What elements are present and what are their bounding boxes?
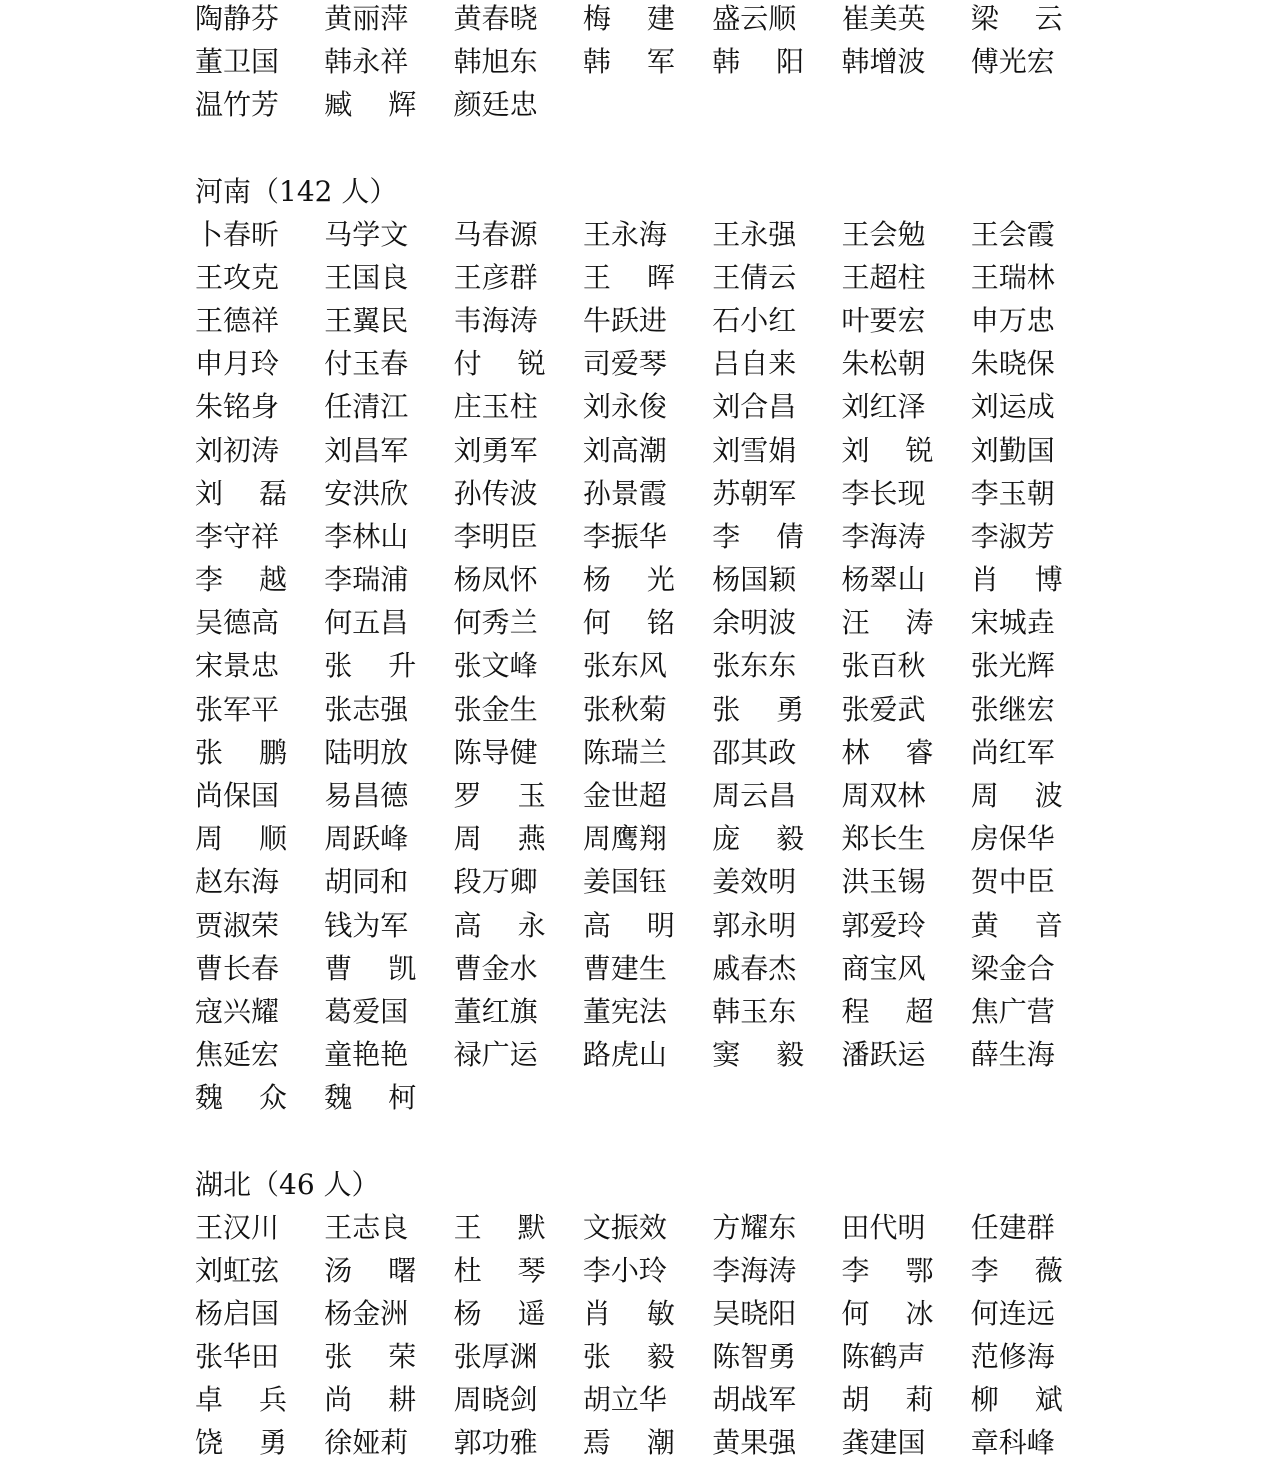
person-name: 张军平 xyxy=(195,692,280,726)
person-name: 申月玲 xyxy=(195,347,280,381)
person-name: 郭永明 xyxy=(712,908,797,942)
person-name: 李 倩 xyxy=(712,519,805,553)
person-name: 庞 毅 xyxy=(712,822,805,856)
person-name: 余明波 xyxy=(712,606,797,640)
person-name: 周 顺 xyxy=(195,822,287,856)
person-name: 陈导健 xyxy=(453,735,538,769)
person-name: 杨启国 xyxy=(195,1296,280,1330)
person-name: 刘虹弦 xyxy=(195,1253,280,1287)
person-name: 潘跃运 xyxy=(841,1038,926,1072)
person-name: 李小玲 xyxy=(582,1253,667,1287)
person-name: 王瑞林 xyxy=(970,260,1055,294)
person-name: 吴晓阳 xyxy=(712,1296,797,1330)
person-name: 郭爱玲 xyxy=(841,908,926,942)
person-name: 周云昌 xyxy=(712,779,797,812)
person-name: 王志良 xyxy=(324,1210,409,1244)
person-name: 朱晓保 xyxy=(970,347,1055,381)
person-name: 李明臣 xyxy=(453,519,538,553)
person-name: 张东风 xyxy=(582,649,667,683)
person-name: 黄果强 xyxy=(712,1426,797,1460)
person-name: 任建群 xyxy=(970,1210,1055,1244)
person-name: 孙传波 xyxy=(453,476,538,510)
person-name: 陶静芬 xyxy=(195,2,280,35)
person-name: 房保华 xyxy=(970,822,1055,856)
person-name: 张金生 xyxy=(453,692,538,726)
person-name: 李振华 xyxy=(582,519,667,553)
person-name: 焉 潮 xyxy=(582,1426,675,1460)
document-body xyxy=(195,0,1075,1465)
person-name: 胡立华 xyxy=(582,1383,667,1417)
person-name: 尚红军 xyxy=(970,735,1055,769)
person-name: 徐娅莉 xyxy=(324,1426,409,1460)
person-name: 郑长生 xyxy=(841,822,926,856)
person-name: 韩旭东 xyxy=(453,45,538,79)
person-name: 曹长春 xyxy=(195,951,280,985)
person-name: 付 锐 xyxy=(453,347,546,381)
person-name: 王永强 xyxy=(712,217,797,251)
person-name: 范修海 xyxy=(970,1340,1055,1374)
person-name: 安洪欣 xyxy=(324,476,409,510)
person-name: 刘合昌 xyxy=(712,390,797,424)
person-name: 刘初涛 xyxy=(195,433,280,467)
person-name: 易昌德 xyxy=(324,779,409,812)
person-name: 周 燕 xyxy=(453,822,546,856)
person-name: 卜春昕 xyxy=(195,217,280,251)
person-name: 付玉春 xyxy=(324,347,409,381)
person-name: 黄春晓 xyxy=(453,2,538,35)
section-heading: 湖北（46 人） xyxy=(195,1167,380,1201)
person-name: 王攻克 xyxy=(195,260,280,294)
person-name: 李玉朝 xyxy=(970,476,1055,510)
person-name: 张爱武 xyxy=(841,692,926,726)
person-name: 崔美英 xyxy=(841,2,926,35)
person-name: 王翼民 xyxy=(324,303,409,337)
person-name: 刘勇军 xyxy=(453,433,538,467)
person-name: 文振效 xyxy=(582,1210,667,1244)
person-name: 宋城垚 xyxy=(970,606,1055,640)
person-name: 肖 博 xyxy=(970,563,1063,597)
person-name: 刘勤国 xyxy=(970,433,1055,467)
person-name: 贺中臣 xyxy=(970,865,1055,899)
person-name: 陆明放 xyxy=(324,735,409,769)
person-name: 马春源 xyxy=(453,217,538,251)
person-name: 周 波 xyxy=(970,779,1063,812)
person-name: 葛爱国 xyxy=(324,994,409,1028)
person-name: 尚保国 xyxy=(195,779,280,812)
person-name: 胡同和 xyxy=(324,865,409,899)
person-name: 李林山 xyxy=(324,519,409,553)
person-name: 方耀东 xyxy=(712,1210,797,1244)
person-name: 吕自来 xyxy=(712,347,797,381)
person-name: 张 勇 xyxy=(712,692,805,726)
person-name: 陈瑞兰 xyxy=(582,735,667,769)
person-name: 李 鄂 xyxy=(841,1253,934,1287)
person-name: 张志强 xyxy=(324,692,409,726)
person-name: 焦延宏 xyxy=(195,1038,280,1072)
person-name: 董宪法 xyxy=(582,994,667,1028)
person-name: 魏 众 xyxy=(195,1081,287,1115)
person-name: 高 永 xyxy=(453,908,546,942)
person-name: 周晓剑 xyxy=(453,1383,538,1417)
person-name: 杜 琴 xyxy=(453,1253,546,1287)
person-name: 朱松朝 xyxy=(841,347,926,381)
person-name: 尚 耕 xyxy=(324,1383,417,1417)
person-name: 姜国钰 xyxy=(582,865,667,899)
person-name: 王彦群 xyxy=(453,260,538,294)
person-name: 盛云顺 xyxy=(712,2,797,35)
person-name: 梅 建 xyxy=(582,2,675,35)
person-name: 韩增波 xyxy=(841,45,926,79)
person-name: 柳 斌 xyxy=(970,1383,1063,1417)
person-name: 魏 柯 xyxy=(324,1081,417,1115)
person-name: 张 荣 xyxy=(324,1340,417,1374)
person-name: 刘高潮 xyxy=(582,433,667,467)
person-name: 戚春杰 xyxy=(712,951,797,985)
person-name: 王德祥 xyxy=(195,303,280,337)
person-name: 臧 辉 xyxy=(324,88,417,122)
person-name: 王超柱 xyxy=(841,260,926,294)
person-name: 路虎山 xyxy=(582,1038,667,1072)
person-name: 商宝风 xyxy=(841,951,926,985)
person-name: 王会霞 xyxy=(970,217,1055,251)
person-name: 何秀兰 xyxy=(453,606,538,640)
name-grid xyxy=(195,0,1075,127)
name-list-section xyxy=(195,1163,1075,1465)
person-name: 何 铭 xyxy=(582,606,675,640)
person-name: 罗 玉 xyxy=(453,779,546,812)
person-name: 张 升 xyxy=(324,649,417,683)
person-name: 何连远 xyxy=(970,1296,1055,1330)
person-name: 陈鹤声 xyxy=(841,1340,926,1374)
person-name: 汤 曙 xyxy=(324,1253,417,1287)
person-name: 韩永祥 xyxy=(324,45,409,79)
person-name: 高 明 xyxy=(582,908,675,942)
person-name: 颜廷忠 xyxy=(453,88,538,122)
person-name: 王 默 xyxy=(453,1210,546,1244)
person-name: 李长现 xyxy=(841,476,926,510)
person-name: 杨国颖 xyxy=(712,563,797,597)
person-name: 石小红 xyxy=(712,303,797,337)
person-name: 窦 毅 xyxy=(712,1038,805,1072)
person-name: 韩 阳 xyxy=(712,45,805,79)
person-name: 周鹰翔 xyxy=(582,822,667,856)
person-name: 申万忠 xyxy=(970,303,1055,337)
person-name: 杨翠山 xyxy=(841,563,926,597)
person-name: 杨凤怀 xyxy=(453,563,538,597)
person-name: 汪 涛 xyxy=(841,606,934,640)
person-name: 邵其政 xyxy=(712,735,797,769)
person-name: 张厚渊 xyxy=(453,1340,538,1374)
person-name: 王 晖 xyxy=(582,260,675,294)
person-name: 王倩云 xyxy=(712,260,797,294)
person-name: 韩玉东 xyxy=(712,994,797,1028)
person-name: 陈智勇 xyxy=(712,1340,797,1374)
person-name: 黄 音 xyxy=(970,908,1063,942)
name-list-section xyxy=(195,0,1075,127)
person-name: 刘红泽 xyxy=(841,390,926,424)
name-grid xyxy=(195,213,1075,1120)
person-name: 王国良 xyxy=(324,260,409,294)
person-name: 饶 勇 xyxy=(195,1426,287,1460)
person-name: 黄丽萍 xyxy=(324,2,409,35)
person-name: 张 毅 xyxy=(582,1340,675,1374)
person-name: 钱为军 xyxy=(324,908,409,942)
person-name: 苏朝军 xyxy=(712,476,797,510)
person-name: 宋景忠 xyxy=(195,649,280,683)
person-name: 金世超 xyxy=(582,779,667,812)
person-name: 李海涛 xyxy=(841,519,926,553)
person-name: 杨金洲 xyxy=(324,1296,409,1330)
person-name: 张 鹏 xyxy=(195,735,287,769)
person-name: 李 越 xyxy=(195,563,287,597)
person-name: 韩 军 xyxy=(582,45,675,79)
person-name: 章科峰 xyxy=(970,1426,1055,1460)
person-name: 焦广营 xyxy=(970,994,1055,1028)
person-name: 童艳艳 xyxy=(324,1038,409,1072)
person-name: 刘雪娟 xyxy=(712,433,797,467)
person-name: 梁金合 xyxy=(970,951,1055,985)
person-name: 韦海涛 xyxy=(453,303,538,337)
person-name: 龚建国 xyxy=(841,1426,926,1460)
person-name: 刘 锐 xyxy=(841,433,934,467)
person-name: 张东东 xyxy=(712,649,797,683)
person-name: 朱铭身 xyxy=(195,390,280,424)
person-name: 刘 磊 xyxy=(195,476,287,510)
person-name: 刘运成 xyxy=(970,390,1055,424)
person-name: 杨 光 xyxy=(582,563,675,597)
person-name: 马学文 xyxy=(324,217,409,251)
person-name: 周跃峰 xyxy=(324,822,409,856)
person-name: 王永海 xyxy=(582,217,667,251)
person-name: 张百秋 xyxy=(841,649,926,683)
person-name: 任清江 xyxy=(324,390,409,424)
person-name: 肖 敏 xyxy=(582,1296,675,1330)
person-name: 刘昌军 xyxy=(324,433,409,467)
person-name: 张光辉 xyxy=(970,649,1055,683)
person-name: 李瑞浦 xyxy=(324,563,409,597)
person-name: 董卫国 xyxy=(195,45,280,79)
person-name: 周双林 xyxy=(841,779,926,812)
person-name: 梁 云 xyxy=(970,2,1063,35)
person-name: 段万卿 xyxy=(453,865,538,899)
person-name: 曹建生 xyxy=(582,951,667,985)
section-heading: 河南（142 人） xyxy=(195,174,398,208)
person-name: 洪玉锡 xyxy=(841,865,926,899)
person-name: 贾淑荣 xyxy=(195,908,280,942)
person-name: 何 冰 xyxy=(841,1296,934,1330)
person-name: 孙景霞 xyxy=(582,476,667,510)
person-name: 程 超 xyxy=(841,994,934,1028)
person-name: 薛生海 xyxy=(970,1038,1055,1072)
person-name: 赵东海 xyxy=(195,865,280,899)
person-name: 郭功雅 xyxy=(453,1426,538,1460)
person-name: 李淑芳 xyxy=(970,519,1055,553)
person-name: 温竹芳 xyxy=(195,88,280,122)
person-name: 李海涛 xyxy=(712,1253,797,1287)
person-name: 牛跃进 xyxy=(582,303,667,337)
person-name: 寇兴耀 xyxy=(195,994,280,1028)
person-name: 林 睿 xyxy=(841,735,934,769)
person-name: 杨 遥 xyxy=(453,1296,546,1330)
person-name: 胡战军 xyxy=(712,1383,797,1417)
person-name: 李 薇 xyxy=(970,1253,1063,1287)
person-name: 何五昌 xyxy=(324,606,409,640)
person-name: 田代明 xyxy=(841,1210,926,1244)
person-name: 张秋菊 xyxy=(582,692,667,726)
person-name: 张华田 xyxy=(195,1340,280,1374)
person-name: 曹 凯 xyxy=(324,951,417,985)
name-list-section xyxy=(195,170,1075,1120)
person-name: 王会勉 xyxy=(841,217,926,251)
person-name: 王汉川 xyxy=(195,1210,280,1244)
person-name: 曹金水 xyxy=(453,951,538,985)
name-grid xyxy=(195,1206,1075,1465)
person-name: 姜效明 xyxy=(712,865,797,899)
person-name: 庄玉柱 xyxy=(453,390,538,424)
person-name: 张文峰 xyxy=(453,649,538,683)
person-name: 司爱琴 xyxy=(582,347,667,381)
person-name: 叶要宏 xyxy=(841,303,926,337)
person-name: 刘永俊 xyxy=(582,390,667,424)
person-name: 禄广运 xyxy=(453,1038,538,1072)
person-name: 李守祥 xyxy=(195,519,280,553)
person-name: 吴德高 xyxy=(195,606,280,640)
person-name: 卓 兵 xyxy=(195,1383,287,1417)
person-name: 张继宏 xyxy=(970,692,1055,726)
person-name: 傅光宏 xyxy=(970,45,1055,79)
person-name: 董红旗 xyxy=(453,994,538,1028)
person-name: 胡 莉 xyxy=(841,1383,934,1417)
